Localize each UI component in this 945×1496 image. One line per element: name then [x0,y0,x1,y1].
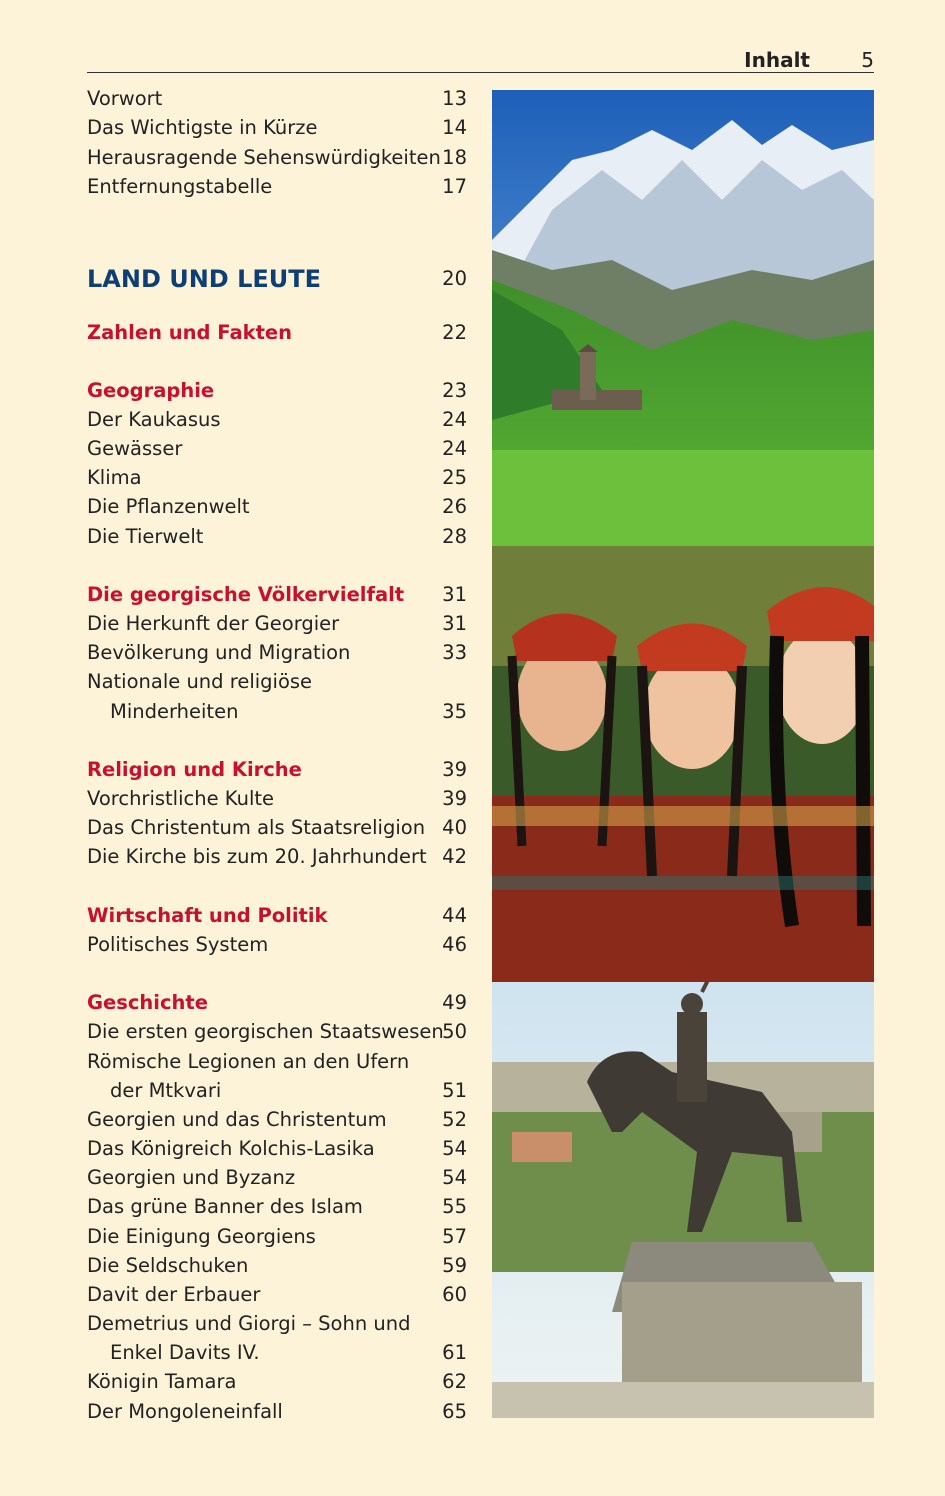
toc-entry-title: Demetrius und Giorgi – Sohn und [87,1312,411,1335]
toc-entry-title: Herausragende Sehenswürdigkeiten [87,146,441,169]
traditional-costume-photo [492,546,874,982]
toc-entry-title: Königin Tamara [87,1370,237,1393]
toc-section-title: Wirtschaft und Politik [87,904,328,927]
toc-entry-title: Entfernungstabelle [87,175,273,198]
toc-entry-page: 17 [442,175,467,198]
toc-entry-title: Römische Legionen an den Ufern [87,1050,410,1073]
toc-entry-title: Die ersten georgischen Staatswesen [87,1020,444,1043]
toc-entry-page: 20 [442,267,467,290]
toc-entry-page: 22 [442,321,467,344]
toc-entry-page: 61 [442,1341,467,1364]
toc-entry-page: 31 [442,583,467,606]
mountain-landscape-photo [492,90,874,546]
toc-entry-title: Der Kaukasus [87,408,221,431]
toc-entry-page: 62 [442,1370,467,1393]
toc-entry-page: 50 [442,1020,467,1043]
page-number: 5 [861,48,874,72]
toc-entry-title: Vorwort [87,87,163,110]
toc-section-title: Die georgische Völkervielfalt [87,583,405,606]
toc-entry-page: 55 [442,1195,467,1218]
toc-entry-title: Nationale und religiöse [87,670,313,693]
toc-entry-page: 18 [442,146,467,169]
toc-entry-page: 49 [442,991,467,1014]
toc-entry-page: 57 [442,1225,467,1248]
toc-entry-title: Die Herkunft der Georgier [87,612,340,635]
toc-entry-title: Das Christentum als Staatsreligion [87,816,426,839]
toc-entry-title: Politisches System [87,933,269,956]
toc-entry-page: 52 [442,1108,467,1131]
toc-entry-page: 24 [442,408,467,431]
toc-entry-title: Das Königreich Kolchis-Lasika [87,1137,375,1160]
toc-entry-title: Die Seldschuken [87,1254,249,1277]
toc-entry-title: Davit der Erbauer [87,1283,261,1306]
toc-section-title: Zahlen und Fakten [87,321,293,344]
toc-entry-title: der Mtkvari [110,1079,222,1102]
toc-entry-page: 44 [442,904,467,927]
toc-entry-page: 51 [442,1079,467,1102]
toc-entry-title: Die Kirche bis zum 20. Jahrhundert [87,845,427,868]
toc-entry-title: Das Wichtigste in Kürze [87,116,318,139]
toc-entry-page: 14 [442,116,467,139]
equestrian-statue-photo [492,982,874,1418]
toc-entry-page: 59 [442,1254,467,1277]
toc-entry-title: Die Pflanzenwelt [87,495,250,518]
toc-entry-title: Die Einigung Georgiens [87,1225,316,1248]
toc-entry-title: Das grüne Banner des Islam [87,1195,363,1218]
toc-entry-page: 35 [442,700,467,723]
toc-entry-page: 28 [442,525,467,548]
toc-entry-page: 46 [442,933,467,956]
toc-entry-page: 26 [442,495,467,518]
toc-entry-title: Die Tierwelt [87,525,204,548]
toc-entry-page: 39 [442,787,467,810]
toc-entry-page: 24 [442,437,467,460]
toc-entry-title: Vorchristliche Kulte [87,787,275,810]
toc-entry-title: Georgien und Byzanz [87,1166,296,1189]
header-title: Inhalt [744,48,810,72]
toc-entry-title: Gewässer [87,437,183,460]
toc-entry-page: 13 [442,87,467,110]
toc-entry-page: 60 [442,1283,467,1306]
toc-entry-title: Enkel Davits IV. [110,1341,260,1364]
toc-part-title: LAND UND LEUTE [87,265,322,293]
running-header [87,44,874,73]
toc-section-title: Geschichte [87,991,208,1014]
toc-entry-title: Minderheiten [110,700,239,723]
toc-entry-title: Bevölkerung und Migration [87,641,351,664]
toc-entry-page: 42 [442,845,467,868]
toc-entry-page: 40 [442,816,467,839]
toc-entry-page: 31 [442,612,467,635]
toc-entry-page: 23 [442,379,467,402]
toc-entry-title: Georgien und das Christentum [87,1108,387,1131]
toc-entry-page: 65 [442,1400,467,1423]
toc-entry-title: Klima [87,466,142,489]
toc-entry-page: 54 [442,1137,467,1160]
toc-section-title: Religion und Kirche [87,758,302,781]
toc-entry-page: 25 [442,466,467,489]
toc-section-title: Geographie [87,379,215,402]
toc-entry-title: Der Mongoleneinfall [87,1400,283,1423]
toc-entry-page: 54 [442,1166,467,1189]
toc-entry-page: 33 [442,641,467,664]
toc-entry-page: 39 [442,758,467,781]
